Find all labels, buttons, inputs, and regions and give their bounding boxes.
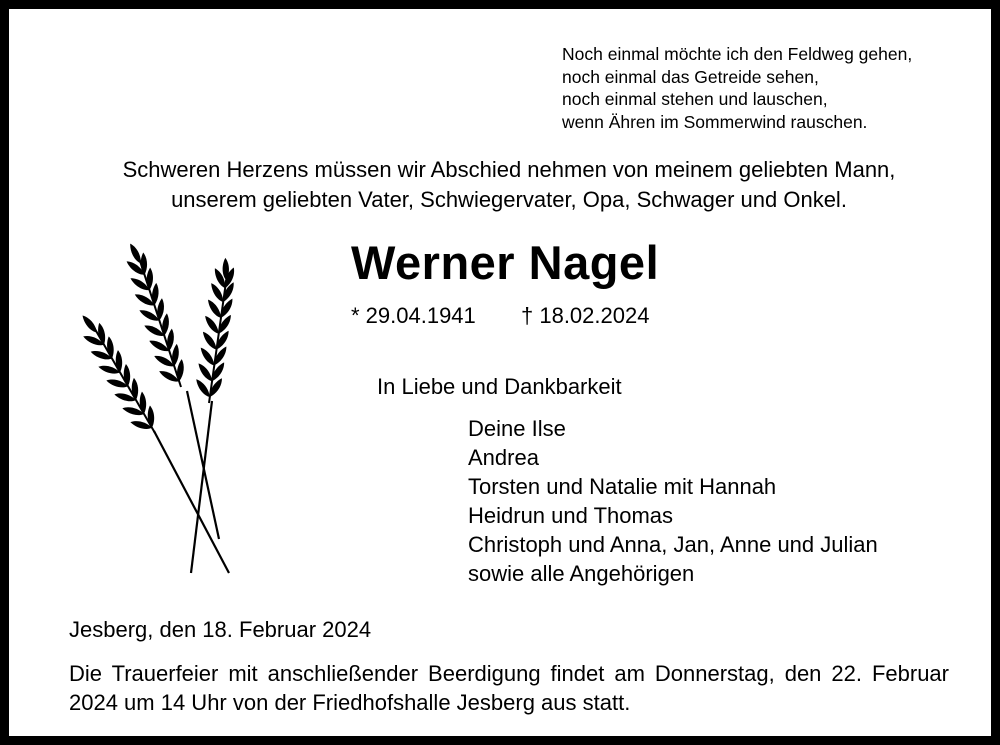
mourners-list [468,414,878,588]
poem-line: wenn Ähren im Sommerwind rauschen. [562,111,868,132]
poem-line: noch einmal stehen und lauschen, [562,89,828,109]
life-dates [351,303,649,329]
poem [562,43,912,133]
mourner: Andrea [468,445,539,470]
wheat-icon [69,241,249,581]
place-date: Jesberg, den 18. Februar 2024 [69,617,372,642]
intro-line: Schweren Herzens müssen wir Abschied nehmen von meinem geliebten Mann, [122,157,896,182]
mourner: Deine Ilse [468,416,566,441]
mourner: sowie alle Angehörigen [468,561,695,586]
mourner: Torsten und Natalie mit Hannah [468,474,777,499]
death-date: † 18.02.2024 [521,303,650,328]
intro-text [49,155,969,215]
mourner: Christoph und Anna, Jan, Anne und Julian [468,532,878,557]
birth-date: * 29.04.1941 [351,303,476,328]
gratitude-line: In Liebe und Dankbarkeit [377,374,622,399]
poem-line: noch einmal das Getreide sehen, [562,66,819,87]
funeral-notice: Die Trauerfeier mit anschließender Beerdigung findet am Donnerstag, den 22. Februar 2024 um 14 Uhr von der Friedhofshalle Jesberg aus statt. [69,661,949,715]
mourner: Heidrun und Thomas [468,503,674,528]
intro-line: unserem geliebten Vater, Schwiegervater, Opa, Schwager und Onkel. [171,187,847,212]
poem-line: Noch einmal möchte ich den Feldweg gehen, [562,44,913,64]
deceased-name: Werner Nagel [351,236,660,289]
